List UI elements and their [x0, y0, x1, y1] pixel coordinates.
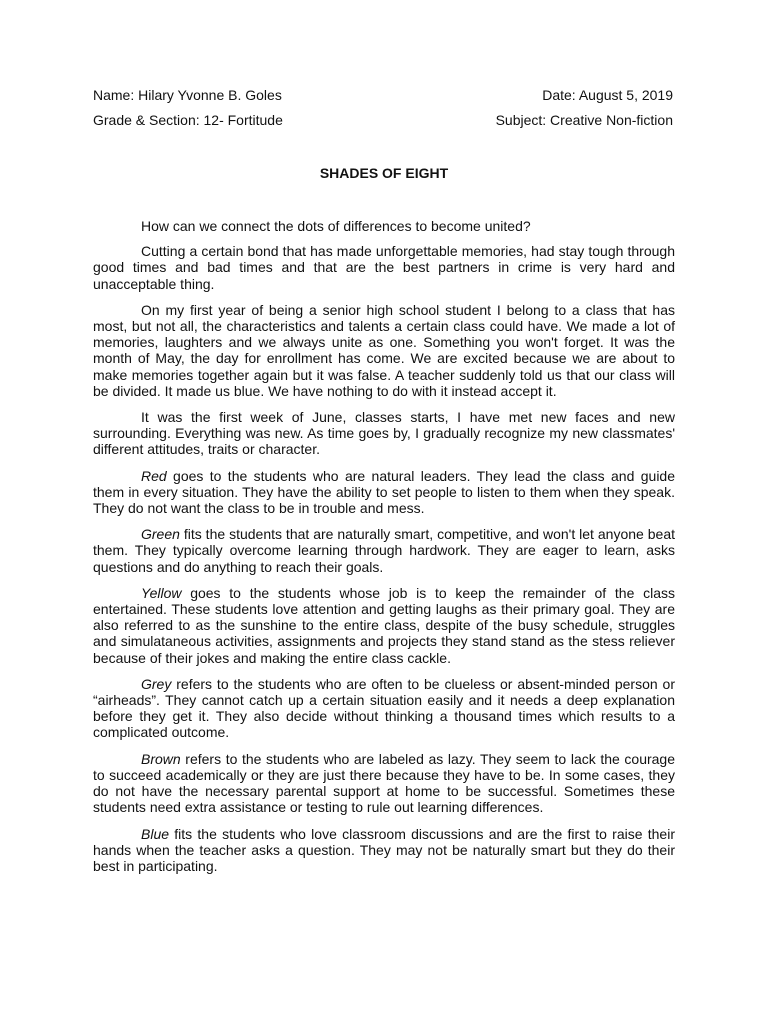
paragraph-blue — [93, 826, 675, 875]
intro-question: How can we connect the dots of differences to become united? — [141, 218, 531, 234]
term-yellow: Yellow — [141, 584, 182, 601]
text-grey: refers to the students who are often to be clueless or absent-minded person or “airheads”. They cannot catch up a certain situation easily and it needs a deep explanation before they get it. They also decide without thinking a thousand times which results to a complicated outcome. — [93, 675, 675, 741]
text-blue: fits the students who love classroom discussions and are the first to raise their hands when the teacher asks a question. They may not be naturally smart but they do their best in participating. — [93, 825, 675, 874]
header-row-1 — [93, 87, 673, 104]
term-red: Red — [141, 467, 167, 484]
text-red: goes to the students who are natural leaders. They lead the class and guide them in every situation. They have the ability to set people to listen to them when they speak. They do not want the class to be in trouble and mess. — [93, 467, 675, 517]
grade-section: Grade & Section: 12- Fortitude — [93, 112, 283, 128]
text-yellow: goes to the students whose job is to keep the remainder of the class entertained. These students love attention and getting laughs as their primary goal. They are also referred to as the sunshine to the entire class, despite of the busy schedule, struggles and simulataneous activities, assignments and projects they stand stand as the stess reliever because of their jokes and making the entire class cackle. — [93, 584, 675, 666]
subject: Subject: Creative Non-fiction — [495, 112, 673, 128]
text-brown: refers to the students who are labeled as lazy. They seem to lack the courage to succeed academically or they are just there because they have to be. In some cases, they do not have the necessary parental support at home to be successful. Sometimes these students need extra assistance or testing to rule out learning differences. — [93, 750, 675, 816]
term-blue: Blue — [141, 825, 170, 842]
student-name: Name: Hilary Yvonne B. Goles — [93, 87, 282, 103]
paragraph-2: On my first year of being a senior high school student I belong to a class that has most, but not all, the characteristics and talents a certain class could have. We made a lot of memories, laughters and we always unite as one. Something you won't forget. It was the month of May, the day for enrollment has come. We are excited because we are about to make memories together again but it was false. A teacher suddenly told us that our class will be divided. It made us blue. We have nothing to do with it instead accept it. — [93, 301, 675, 399]
essay-title: SHADES OF EIGHT — [319, 165, 449, 181]
paragraph-grey — [93, 676, 675, 741]
term-brown: Brown — [141, 750, 181, 767]
paragraph-green — [93, 526, 675, 575]
paragraph-red — [93, 468, 675, 517]
term-grey: Grey — [141, 675, 172, 692]
paragraph-1: Cutting a certain bond that has made unforgettable memories, had stay tough through good times and bad times and that are the best partners in crime is very hard and unacceptable thing. — [93, 243, 675, 292]
term-green: Green — [141, 526, 180, 543]
document-date: Date: August 5, 2019 — [542, 87, 673, 103]
essay-body — [93, 218, 675, 884]
paragraph-yellow — [93, 585, 675, 666]
paragraph-3: It was the first week of June, classes starts, I have met new faces and new surrounding. Everything was new. As time goes by, I gradually recognize my new classmates' different attitudes, traits or character. — [93, 409, 675, 458]
header-row-2 — [93, 112, 673, 129]
paragraph-brown — [93, 751, 675, 816]
text-green: fits the students that are naturally smart, competitive, and won't let anyone beat them. They typically overcome learning through hardwork. They are eager to learn, asks questions and do anything to reach their goals. — [93, 526, 675, 575]
